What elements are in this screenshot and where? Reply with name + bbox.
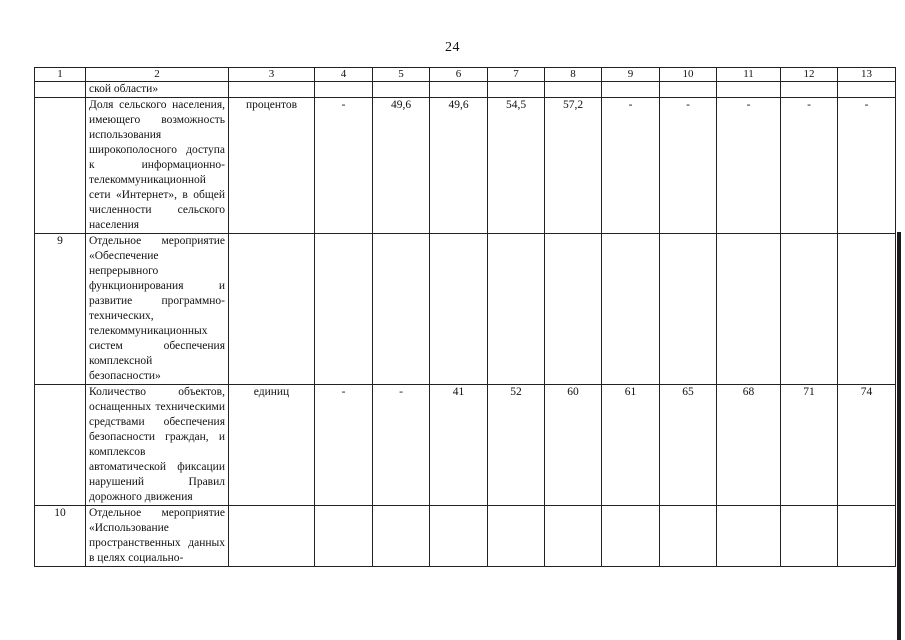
row-index — [35, 82, 86, 98]
row-value — [315, 82, 373, 98]
row-index: 10 — [35, 506, 86, 567]
row-value: - — [602, 98, 660, 234]
row-value — [545, 234, 602, 385]
row-value: - — [373, 385, 430, 506]
row-value — [602, 234, 660, 385]
row-value: 49,6 — [373, 98, 430, 234]
row-description: ской области» — [86, 82, 229, 98]
row-value — [660, 234, 717, 385]
page-number: 24 — [445, 40, 460, 55]
row-value: 65 — [660, 385, 717, 506]
row-value: - — [717, 98, 781, 234]
row-unit — [229, 82, 315, 98]
column-number: 3 — [229, 68, 315, 82]
row-value — [602, 82, 660, 98]
row-index: 9 — [35, 234, 86, 385]
column-number: 4 — [315, 68, 373, 82]
row-value — [545, 506, 602, 567]
row-unit — [229, 506, 315, 567]
column-number-row — [35, 68, 896, 82]
row-value: 57,2 — [545, 98, 602, 234]
row-unit: процентов — [229, 98, 315, 234]
row-value — [838, 506, 896, 567]
row-value — [373, 506, 430, 567]
column-number: 10 — [660, 68, 717, 82]
column-number: 8 — [545, 68, 602, 82]
row-value — [315, 234, 373, 385]
row-value: 74 — [838, 385, 896, 506]
row-value — [838, 82, 896, 98]
column-number: 11 — [717, 68, 781, 82]
row-value: 52 — [488, 385, 545, 506]
row-value: - — [781, 98, 838, 234]
row-value — [602, 506, 660, 567]
row-value: 54,5 — [488, 98, 545, 234]
row-value — [781, 234, 838, 385]
table-row — [35, 506, 896, 567]
row-value — [373, 234, 430, 385]
row-value — [488, 506, 545, 567]
row-value — [373, 82, 430, 98]
row-value: 61 — [602, 385, 660, 506]
column-number: 5 — [373, 68, 430, 82]
row-value: 49,6 — [430, 98, 488, 234]
row-value: - — [838, 98, 896, 234]
row-unit: единиц — [229, 385, 315, 506]
table-row — [35, 385, 896, 506]
row-unit — [229, 234, 315, 385]
row-value — [488, 82, 545, 98]
row-value — [781, 506, 838, 567]
row-value — [430, 82, 488, 98]
scan-edge-line — [897, 232, 901, 640]
row-value — [717, 234, 781, 385]
row-value — [430, 234, 488, 385]
row-index — [35, 98, 86, 234]
row-value — [660, 82, 717, 98]
row-value: 68 — [717, 385, 781, 506]
row-description: Отдельное мероприятие «Обеспечение непрерывного функционирования и развитие программно-технических, телекоммуникационных систем обеспечения комплексной безопасности» — [86, 234, 229, 385]
column-number: 6 — [430, 68, 488, 82]
row-value: - — [315, 385, 373, 506]
row-value — [781, 82, 838, 98]
row-value — [838, 234, 896, 385]
row-value: - — [315, 98, 373, 234]
table-row — [35, 82, 896, 98]
row-value: 60 — [545, 385, 602, 506]
column-number: 12 — [781, 68, 838, 82]
row-value: 41 — [430, 385, 488, 506]
row-value — [545, 82, 602, 98]
column-number: 1 — [35, 68, 86, 82]
row-value — [717, 506, 781, 567]
row-value — [488, 234, 545, 385]
table-row — [35, 234, 896, 385]
row-index — [35, 385, 86, 506]
row-value: - — [660, 98, 717, 234]
row-description: Доля сельского населения, имеющего возможность использования широкополосного доступа к информационно-телекоммуникационной сети «Интернет», в общей численности сельского населения — [86, 98, 229, 234]
row-value — [315, 506, 373, 567]
indicators-table — [34, 67, 896, 567]
row-description: Количество объектов, оснащенных техническими средствами обеспечения безопасности граждан, и комплексов автоматической фиксации нарушений Правил дорожного движения — [86, 385, 229, 506]
row-value: 71 — [781, 385, 838, 506]
row-value — [430, 506, 488, 567]
column-number: 2 — [86, 68, 229, 82]
row-value — [660, 506, 717, 567]
column-number: 13 — [838, 68, 896, 82]
row-value — [717, 82, 781, 98]
column-number: 9 — [602, 68, 660, 82]
table-row — [35, 98, 896, 234]
row-description: Отдельное мероприятие «Использование пространственных данных в целях социально- — [86, 506, 229, 567]
column-number: 7 — [488, 68, 545, 82]
